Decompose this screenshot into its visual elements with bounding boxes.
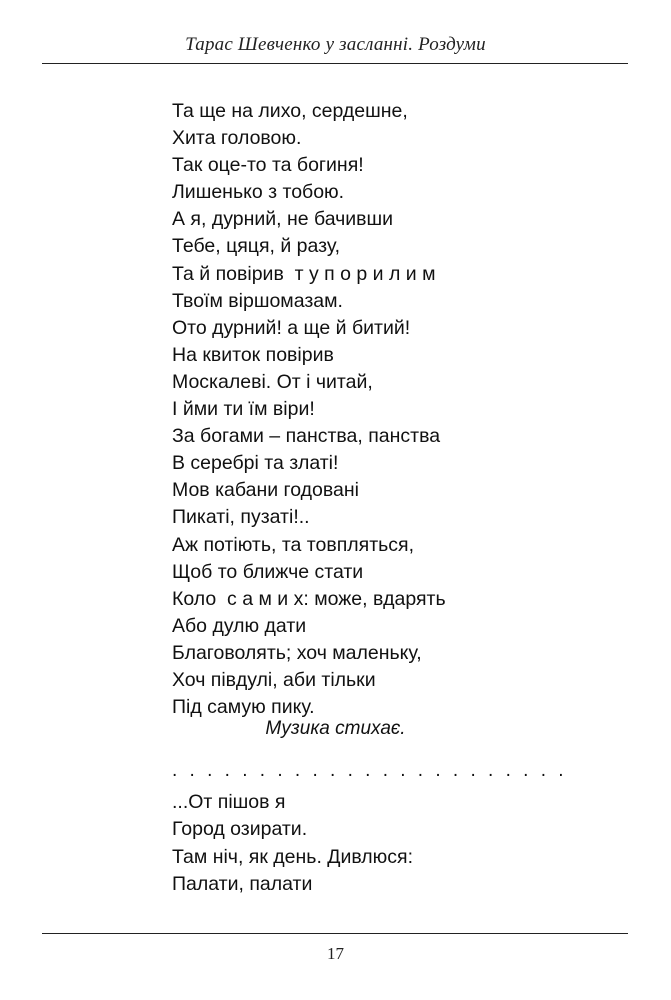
poem-line: На квиток повірив — [172, 343, 334, 366]
poem-line: Москалеві. От і читай, — [172, 370, 373, 393]
poem-line: Та ще на лихо, сердешне, — [172, 100, 408, 122]
poem-stanza-continued — [172, 789, 413, 898]
poem-line: Щоб то ближче стати — [172, 560, 364, 583]
poem-line: Лишенько з тобою. — [172, 181, 345, 204]
poem-line: Хоч півдулі, аби тільки — [172, 668, 376, 691]
poem-line: Коло с а м и х: може, вдарять — [172, 587, 446, 610]
page-number: 17 — [327, 944, 344, 963]
poem-line: Ото дурний! а ще й битий! — [172, 316, 411, 339]
poem-line: Хита головою. — [172, 127, 302, 150]
poem-line: Та й повірив т у п о р и л и м — [172, 262, 436, 285]
poem-line: ...От пішов я — [172, 791, 286, 813]
poem-stanza — [172, 98, 446, 721]
poem-line: За богами – панства, панства — [172, 425, 441, 448]
poem-line: Аж потіють, та товпляться, — [172, 533, 415, 556]
poem-line: Або дулю дати — [172, 614, 307, 637]
header-rule — [42, 63, 628, 64]
running-head: Тарас Шевченко у засланні. Роздуми — [185, 34, 486, 55]
poem-line: І йми ти їм віри! — [172, 398, 315, 421]
poem-line: Благоволять; хоч маленьку, — [172, 641, 422, 664]
poem-line: Палати, палати — [172, 872, 313, 895]
footer-rule — [42, 933, 628, 934]
poem-line: Під самую пику. — [172, 696, 315, 719]
poem-line: А я, дурний, не бачивши — [172, 208, 394, 231]
poem-line: Там ніч, як день. Дивлюся: — [172, 845, 414, 868]
ellipsis-line: . . . . . . . . . . . . . . . . . . . . . . . — [172, 760, 568, 781]
poem-line: Так оце-то та богиня! — [172, 154, 364, 177]
poem-line: Тебе, цяця, й разу, — [172, 235, 341, 258]
poem-line: Твоїм віршомазам. — [172, 289, 343, 312]
poem-line: Пикаті, пузаті!.. — [172, 506, 310, 529]
stage-direction: Музика стихає. — [265, 718, 406, 739]
poem-line: Мов кабани годовані — [172, 479, 359, 502]
poem-line: В серебрі та златі! — [172, 452, 339, 475]
poem-line: Город озирати. — [172, 818, 308, 841]
